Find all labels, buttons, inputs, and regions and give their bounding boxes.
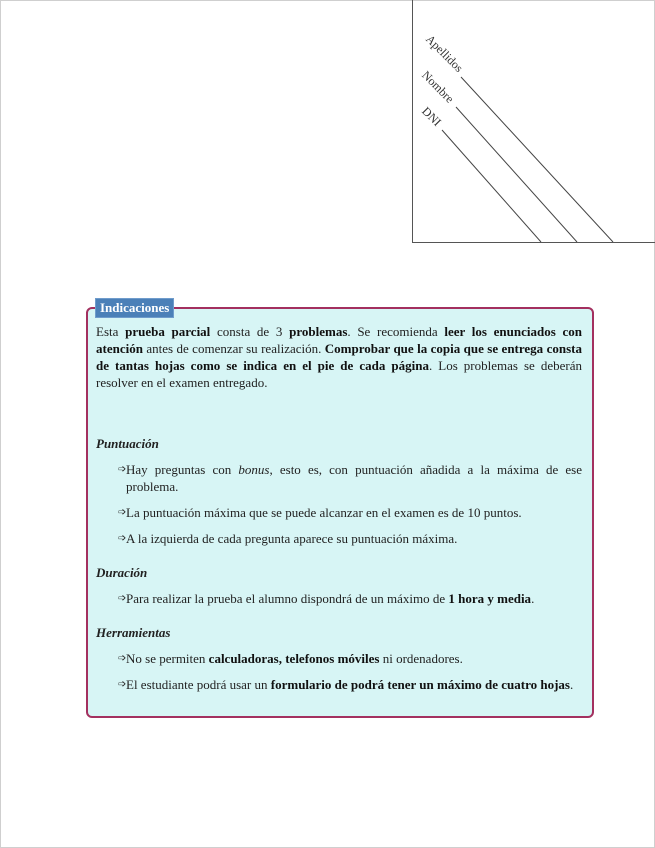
text-segment: antes de comenzar su realización.	[142, 341, 325, 356]
list-item-text	[126, 462, 582, 494]
arrow-bullet-icon: ➩	[118, 507, 127, 518]
section-heading: Herramientas	[96, 625, 171, 640]
apellidos-line	[461, 77, 613, 242]
bullet-list	[96, 650, 582, 693]
arrow-bullet-icon: ➩	[118, 653, 127, 664]
section-heading: Puntuación	[96, 436, 159, 451]
text-segment: Hay preguntas con	[126, 462, 239, 477]
student-id-box	[412, 0, 655, 243]
text-segment: consta de 3	[210, 324, 290, 339]
arrow-bullet-icon: ➩	[118, 593, 127, 604]
list-item-text	[126, 505, 522, 520]
dni-label: DNI	[419, 104, 445, 129]
nombre-label: Nombre	[419, 68, 457, 106]
list-item	[96, 590, 582, 607]
list-item-text	[126, 591, 534, 606]
list-item	[96, 530, 582, 547]
list-item	[96, 676, 582, 693]
text-segment: . Los problemas se deberán resolver en el examen entregado.	[96, 358, 583, 390]
panel-title: Indicaciones	[95, 298, 174, 318]
bold-text: calculadoras, telefonos móviles	[208, 651, 380, 666]
nombre-line	[456, 107, 577, 242]
text-segment: ni ordenadores.	[379, 651, 463, 666]
bold-text: prueba parcial	[125, 324, 211, 339]
arrow-bullet-icon: ➩	[118, 679, 127, 690]
text-segment: .	[570, 677, 574, 692]
bullet-list	[96, 461, 582, 547]
text-segment: , esto es, con puntuación añadida a la máxima de ese problema.	[126, 462, 583, 494]
bold-text: 1 hora y media	[448, 591, 532, 606]
text-segment: El estudiante podrá usar un	[126, 677, 271, 692]
bold-text: leer los enunciados con atención	[96, 324, 582, 356]
text-segment: .	[531, 591, 535, 606]
list-item	[96, 650, 582, 667]
arrow-bullet-icon: ➩	[118, 464, 127, 475]
list-item-text	[126, 531, 457, 546]
id-lines	[413, 0, 655, 242]
text-segment: La puntuación máxima que se puede alcanzar en el examen es de 10 puntos.	[126, 505, 522, 520]
bold-text: problemas	[289, 324, 348, 339]
bold-text: Comprobar que la copia que se entrega consta de tantas hojas como se indica en el pie de cada página	[96, 341, 582, 373]
text-segment: Esta	[96, 324, 126, 339]
list-item	[96, 504, 582, 521]
instructions-content	[96, 323, 582, 702]
list-item	[96, 461, 582, 495]
section-heading: Duración	[96, 565, 148, 580]
bullet-list	[96, 590, 582, 607]
text-segment: No se permiten	[126, 651, 209, 666]
bold-text: formulario de podrá tener un máximo de cuatro hojas	[270, 677, 570, 692]
apellidos-label: Apellidos	[423, 32, 467, 75]
arrow-bullet-icon: ➩	[118, 533, 127, 544]
intro-paragraph	[96, 323, 582, 391]
list-item-text	[126, 677, 573, 692]
text-segment: Para realizar la prueba el alumno dispondrá de un máximo de	[126, 591, 449, 606]
text-segment: A la izquierda de cada pregunta aparece su puntuación máxima.	[126, 531, 458, 546]
list-item-text	[126, 651, 463, 666]
italic-text: bonus	[238, 462, 270, 477]
text-segment: . Se recomienda	[347, 324, 445, 339]
